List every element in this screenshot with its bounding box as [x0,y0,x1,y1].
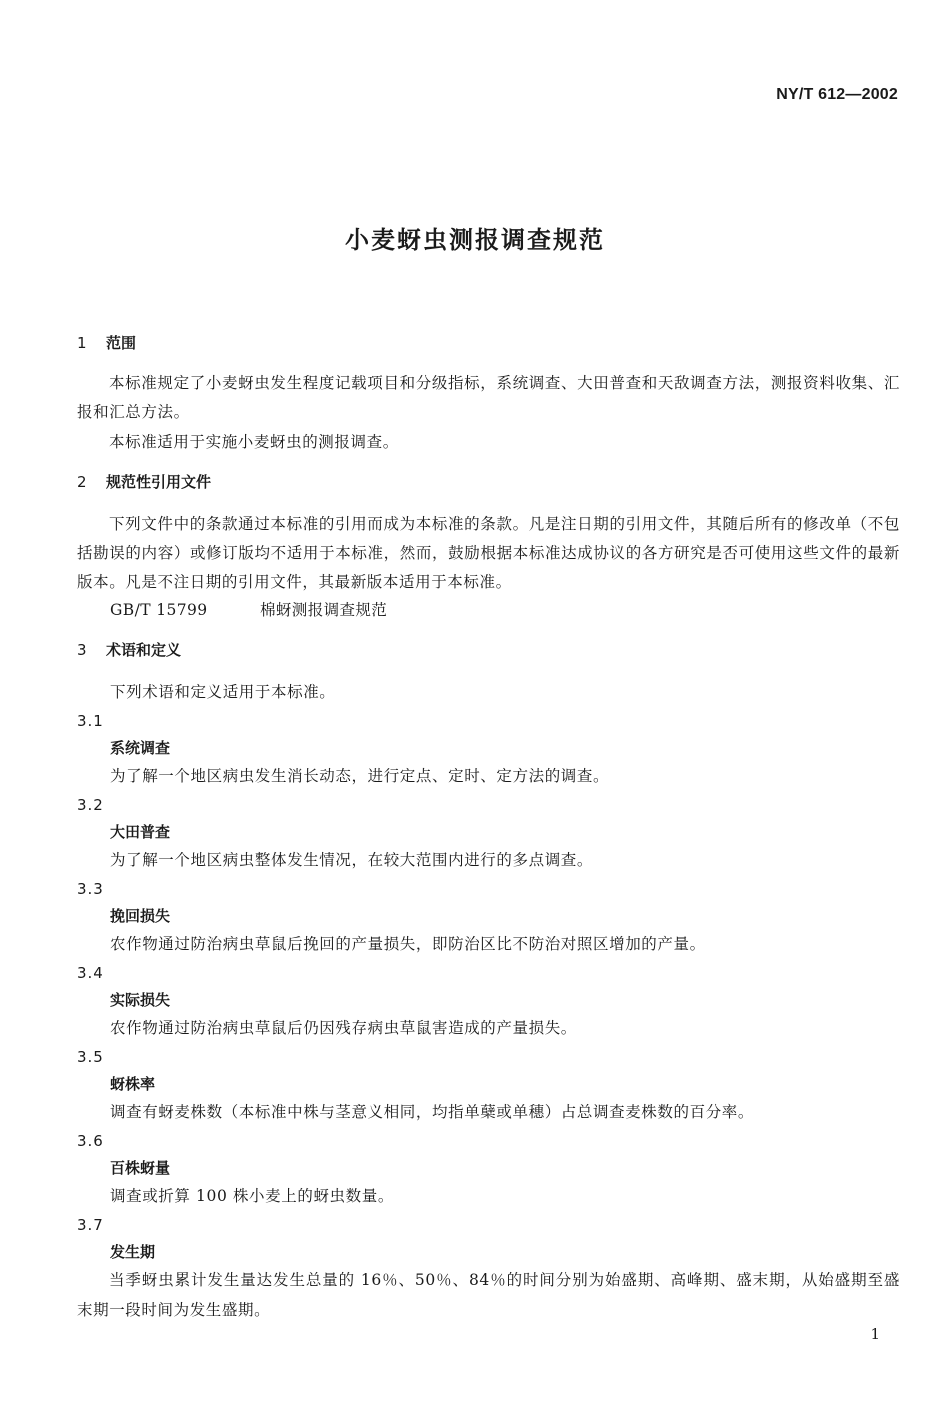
section-number: 1 [77,334,87,352]
section-number: 3 [77,641,87,659]
term-number: 3.2 [77,796,104,814]
term-definition: 调查或折算 100 株小麦上的蚜虫数量。 [110,1187,394,1205]
section-2-heading [77,472,211,492]
term-name: 发生期 [110,1243,156,1261]
scope-paragraph-2: 本标准适用于实施小麦蚜虫的测报调查。 [109,433,399,451]
reference-entry [110,600,387,620]
term-name: 系统调查 [110,739,171,757]
section-title: 范围 [106,334,137,352]
standard-code: NY/T 612—2002 [776,86,898,103]
term-name: 百株蚜量 [110,1159,171,1177]
term-number: 3.3 [77,880,104,898]
reference-code: GB/T 15799 [110,601,208,619]
normative-refs-paragraph: 下列文件中的条款通过本标准的引用而成为本标准的条款。凡是注日期的引用文件，其随后所有的修改单（不包括勘误的内容）或修订版均不适用于本标准，然而，鼓励根据本标准达成协议的各方研究是否可使用这些文件的最新版本。凡是不注日期的引用文件，其最新版本适用于本标准。 [77,515,900,591]
section-1-heading [77,333,136,353]
term-definition: 调查有蚜麦株数（本标准中株与茎意义相同，均指单蘖或单穗）占总调查麦株数的百分率。 [110,1103,755,1121]
term-number: 3.7 [77,1216,104,1234]
term-name: 挽回损失 [110,907,171,925]
section-title: 术语和定义 [106,641,182,659]
term-definition: 农作物通过防治病虫草鼠后挽回的产量损失，即防治区比不防治对照区增加的产量。 [110,935,706,953]
term-number: 3.5 [77,1048,104,1066]
term-definition: 农作物通过防治病虫草鼠后仍因残存病虫草鼠害造成的产量损失。 [110,1019,577,1037]
term-definition: 为了解一个地区病虫发生消长动态，进行定点、定时、定方法的调查。 [110,767,610,785]
scope-paragraph-1: 本标准规定了小麦蚜虫发生程度记载项目和分级指标，系统调查、大田普查和天敌调查方法，测报资料收集、汇报和汇总方法。 [77,374,900,421]
term-name: 大田普查 [110,823,171,841]
document-title: 小麦蚜虫测报调查规范 [345,226,605,254]
term-number: 3.1 [77,712,104,730]
terms-intro: 下列术语和定义适用于本标准。 [110,683,336,701]
reference-title: 棉蚜测报调查规范 [260,601,388,619]
term-definition: 为了解一个地区病虫整体发生情况，在较大范围内进行的多点调查。 [110,851,594,869]
term-definition: 当季蚜虫累计发生量达发生总量的 16％、50％、84％的时间分别为始盛期、高峰期、盛末期，从始盛期至盛末期一段时间为发生盛期。 [77,1271,900,1319]
section-number: 2 [77,473,87,491]
section-3-heading [77,640,181,660]
term-name: 蚜株率 [110,1075,156,1093]
term-number: 3.6 [77,1132,104,1150]
section-title: 规范性引用文件 [106,473,212,491]
page-number: 1 [870,1325,880,1343]
term-name: 实际损失 [110,991,171,1009]
term-number: 3.4 [77,964,104,982]
